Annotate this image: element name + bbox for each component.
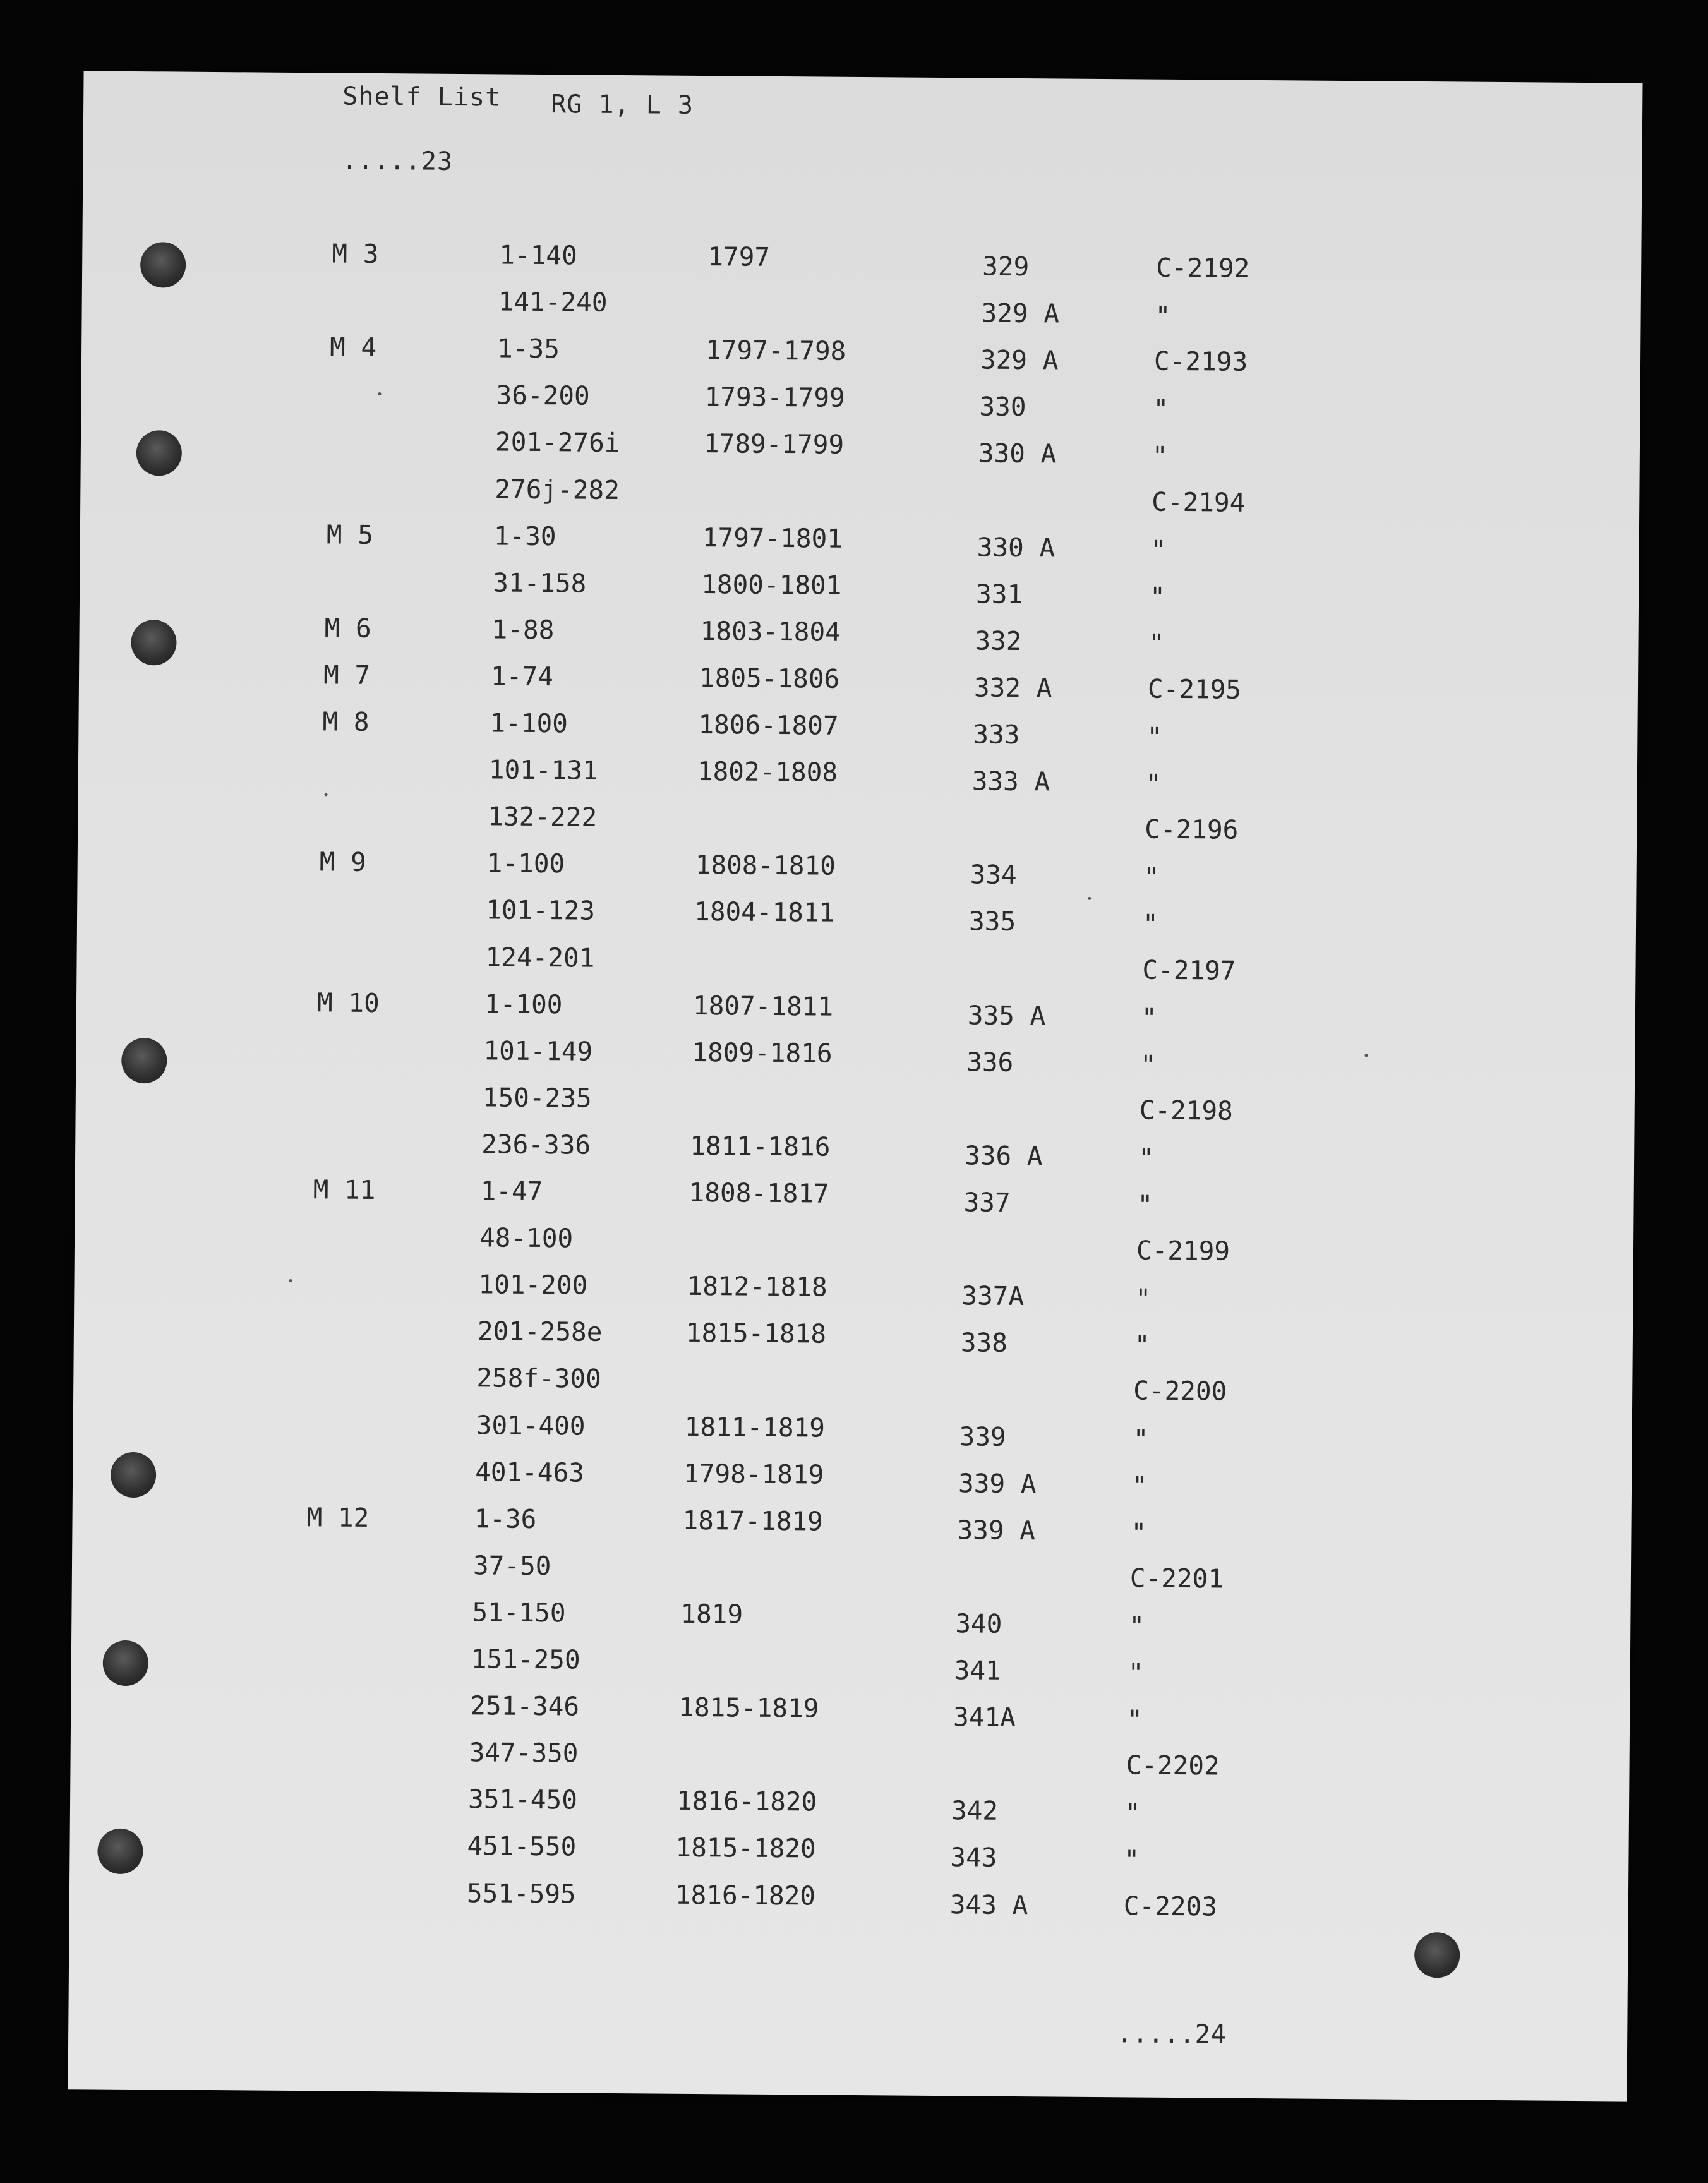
cell-roll: 329 A — [981, 298, 1060, 329]
paper-speck — [1088, 897, 1091, 900]
cell-range: 101-200 — [478, 1269, 588, 1301]
cell-range: 101-149 — [483, 1035, 593, 1067]
table-row — [61, 1313, 1620, 1362]
cell-roll: 332 — [975, 625, 1022, 657]
paper-speck — [378, 392, 382, 395]
binder-hole — [136, 430, 183, 476]
cell-can: " — [1152, 440, 1168, 471]
cell-can: " — [1135, 1283, 1152, 1314]
cell-box: M 7 — [323, 659, 371, 690]
table-row — [58, 1453, 1617, 1503]
table-row — [50, 1875, 1609, 1925]
cell-range: 451-550 — [467, 1831, 577, 1862]
table-row — [79, 376, 1638, 426]
cell-can: C-2201 — [1129, 1563, 1224, 1594]
cell-range: 1-30 — [493, 520, 556, 552]
binder-hole — [121, 1038, 167, 1084]
cell-range: 351-450 — [467, 1784, 578, 1815]
cell-can: " — [1142, 908, 1158, 939]
cell-dates: 1819 — [680, 1598, 743, 1630]
page-title: Shelf List — [342, 81, 502, 112]
cell-dates: 1789-1799 — [703, 428, 845, 460]
cell-can: C-2198 — [1139, 1095, 1234, 1126]
cell-roll: 333 A — [971, 766, 1050, 797]
cell-can: " — [1129, 1611, 1145, 1642]
cell-can: " — [1155, 300, 1171, 331]
table-row — [59, 1407, 1618, 1457]
table-row — [61, 1266, 1620, 1316]
cell-range: 124-201 — [485, 942, 595, 973]
cell-can: " — [1133, 1424, 1149, 1455]
cell-can: " — [1137, 1189, 1153, 1220]
cell-box: M 11 — [313, 1174, 376, 1206]
binder-hole — [131, 620, 177, 666]
cell-range: 1-47 — [480, 1176, 543, 1207]
table-row — [66, 1079, 1625, 1129]
cell-dates: 1797-1801 — [702, 522, 843, 554]
cell-range: 37-50 — [472, 1550, 551, 1582]
cell-dates: 1797-1798 — [705, 335, 846, 366]
cell-dates: 1812-1818 — [687, 1270, 827, 1302]
cell-roll: 336 — [966, 1047, 1014, 1078]
cell-roll: 335 — [968, 906, 1016, 937]
cell-dates: 1816-1820 — [675, 1879, 816, 1911]
cell-range: 151-250 — [471, 1644, 580, 1675]
cell-roll: 340 — [955, 1608, 1002, 1639]
cell-roll: 342 — [951, 1795, 999, 1826]
cell-roll: 337A — [961, 1280, 1025, 1312]
cell-can: " — [1146, 721, 1163, 752]
cell-can: " — [1126, 1704, 1143, 1735]
cell-box: M 4 — [329, 332, 377, 363]
cell-dates: 1805-1806 — [699, 663, 840, 694]
cell-roll: 334 — [970, 859, 1017, 890]
table-row — [52, 1734, 1611, 1784]
table-row — [54, 1640, 1613, 1690]
cell-roll: 339 A — [957, 1515, 1036, 1546]
cell-dates: 1803-1804 — [700, 616, 841, 647]
cell-can: " — [1124, 1798, 1141, 1829]
cell-dates: 1817-1819 — [682, 1505, 823, 1537]
cell-range: 51-150 — [472, 1597, 566, 1628]
cell-range: 551-595 — [466, 1878, 576, 1909]
cell-range: 31-158 — [493, 567, 587, 599]
table-row — [78, 471, 1637, 520]
cell-dates: 1798-1819 — [683, 1458, 824, 1490]
cell-box: M 6 — [324, 613, 371, 644]
binder-hole — [140, 242, 186, 288]
cell-range: 251-346 — [470, 1690, 580, 1722]
cell-dates: 1815-1820 — [675, 1832, 816, 1864]
cell-range: 48-100 — [479, 1222, 574, 1254]
cell-dates: 1811-1816 — [690, 1130, 831, 1162]
cell-roll: 330 — [979, 391, 1026, 423]
table-row — [63, 1172, 1622, 1222]
cell-roll: 338 — [960, 1327, 1008, 1358]
cell-roll: 339 — [959, 1421, 1006, 1452]
cell-roll: 339 A — [958, 1468, 1037, 1500]
cell-roll: 330 A — [977, 532, 1055, 563]
cell-range: 258f-300 — [476, 1362, 602, 1394]
table-row — [68, 985, 1627, 1035]
cell-roll: 341 — [954, 1655, 1001, 1686]
cell-can: C-2195 — [1147, 673, 1242, 705]
cell-dates: 1806-1807 — [698, 709, 839, 741]
cell-roll: 331 — [975, 579, 1023, 610]
cell-roll: 332 A — [973, 672, 1052, 704]
cell-box: M 12 — [306, 1502, 370, 1533]
table-row — [55, 1594, 1614, 1644]
cell-dates: 1808-1817 — [689, 1177, 830, 1209]
cell-can: C-2203 — [1123, 1891, 1218, 1922]
cell-dates: 1809-1816 — [692, 1037, 833, 1069]
cell-dates: 1797 — [707, 241, 771, 272]
cell-range: 150-235 — [482, 1082, 592, 1114]
cell-range: 1-35 — [496, 333, 560, 364]
table-row — [78, 423, 1637, 473]
cell-box: M 3 — [332, 238, 379, 270]
cell-can: C-2196 — [1145, 814, 1239, 845]
cell-can: " — [1150, 534, 1167, 565]
cell-can: " — [1145, 768, 1162, 799]
table-row — [66, 1032, 1625, 1082]
binder-hole — [97, 1829, 143, 1875]
cell-range: 101-131 — [488, 754, 598, 786]
table-row — [56, 1547, 1615, 1597]
cell-range: 276j-282 — [495, 474, 620, 506]
cell-can: " — [1128, 1657, 1144, 1688]
table-row — [77, 517, 1636, 567]
cell-dates: 1811-1819 — [684, 1411, 826, 1443]
cell-range: 132-222 — [488, 801, 598, 833]
cell-dates: 1808-1810 — [695, 850, 836, 881]
cell-box: M 5 — [326, 519, 374, 550]
table-row — [57, 1500, 1616, 1550]
cell-range: 236-336 — [481, 1129, 591, 1160]
table-row — [73, 704, 1632, 754]
cell-can: " — [1134, 1330, 1150, 1361]
shelf-list-page — [68, 71, 1642, 2101]
cell-range: 201-258e — [477, 1316, 603, 1347]
cell-dates: 1802-1808 — [697, 756, 838, 788]
table-row — [63, 1219, 1621, 1269]
cell-roll: 336 A — [964, 1140, 1043, 1172]
cell-can: C-2200 — [1133, 1375, 1227, 1407]
cell-roll: 343 — [950, 1842, 997, 1873]
cell-roll: 337 — [963, 1187, 1011, 1218]
cell-range: 1-100 — [484, 989, 563, 1020]
cell-box: M 9 — [319, 846, 367, 877]
cell-box: M 8 — [322, 706, 370, 737]
table-row — [53, 1687, 1612, 1737]
cell-can: " — [1149, 581, 1165, 612]
cell-can: " — [1131, 1470, 1148, 1501]
cell-can: " — [1140, 1049, 1157, 1080]
cell-roll: 329 — [982, 251, 1030, 282]
cell-can: " — [1131, 1517, 1147, 1548]
cell-can: C-2202 — [1126, 1750, 1220, 1781]
cell-range: 141-240 — [498, 286, 608, 318]
cell-roll: 343 A — [949, 1889, 1028, 1921]
cell-can: " — [1148, 628, 1165, 659]
table-row — [74, 658, 1633, 707]
continued-to-marker: .....24 — [1117, 2018, 1227, 2050]
cell-range: 301-400 — [476, 1410, 586, 1441]
cell-dates: 1807-1811 — [692, 990, 834, 1022]
cell-roll: 341A — [953, 1702, 1016, 1733]
table-row — [82, 236, 1641, 286]
cell-range: 347-350 — [469, 1737, 579, 1769]
cell-range: 1-100 — [486, 848, 565, 879]
paper-speck — [289, 1279, 292, 1282]
cell-range: 1-88 — [491, 614, 555, 646]
cell-dates: 1815-1819 — [678, 1692, 819, 1724]
cell-dates: 1793-1799 — [704, 382, 845, 413]
cell-can: " — [1153, 394, 1169, 424]
cell-range: 1-36 — [474, 1503, 537, 1535]
paper-speck — [1364, 1054, 1368, 1057]
cell-can: " — [1124, 1844, 1140, 1875]
cell-dates: 1800-1801 — [701, 569, 842, 601]
table-row — [75, 611, 1633, 661]
cell-can: " — [1141, 1002, 1157, 1033]
table-row — [64, 1126, 1623, 1176]
table-row — [69, 845, 1628, 894]
cell-range: 401-463 — [474, 1457, 585, 1488]
cell-dates: 1815-1818 — [685, 1317, 827, 1349]
cell-roll: 335 A — [967, 1000, 1046, 1031]
cell-range: 36-200 — [496, 380, 590, 411]
cell-roll: 329 A — [980, 344, 1059, 376]
cell-can: " — [1138, 1143, 1154, 1174]
table-row — [81, 283, 1640, 333]
cell-range: 101-123 — [485, 894, 596, 926]
cell-range: 1-74 — [490, 661, 554, 692]
paper-speck — [325, 793, 328, 796]
table-row — [68, 939, 1627, 989]
binder-hole — [103, 1640, 149, 1687]
table-row — [76, 564, 1635, 614]
table-row — [59, 1359, 1618, 1409]
cell-box: M 10 — [316, 987, 380, 1019]
table-row — [71, 798, 1630, 848]
cell-can: " — [1143, 862, 1160, 893]
table-row — [72, 751, 1631, 801]
cell-range: 201-276i — [495, 426, 620, 459]
table-row — [80, 330, 1639, 380]
table-row — [69, 891, 1628, 941]
table-row — [51, 1781, 1610, 1831]
continued-from-marker: .....23 — [342, 146, 454, 176]
cell-dates: 1804-1811 — [694, 896, 835, 928]
cell-can: C-2199 — [1136, 1235, 1230, 1266]
cell-roll: 330 A — [978, 438, 1057, 469]
cell-can: C-2197 — [1142, 954, 1236, 986]
binder-hole — [111, 1452, 157, 1498]
table-row — [50, 1827, 1609, 1877]
cell-range: 1-100 — [490, 707, 568, 739]
cell-roll: 333 — [973, 719, 1020, 750]
binder-hole — [1414, 1932, 1460, 1978]
cell-can: C-2194 — [1152, 486, 1246, 518]
record-group: RG 1, L 3 — [551, 90, 694, 120]
cell-range: 1-140 — [499, 239, 577, 271]
cell-dates: 1816-1820 — [676, 1785, 817, 1817]
cell-can: C-2193 — [1153, 346, 1248, 377]
cell-can: C-2192 — [1156, 252, 1250, 284]
